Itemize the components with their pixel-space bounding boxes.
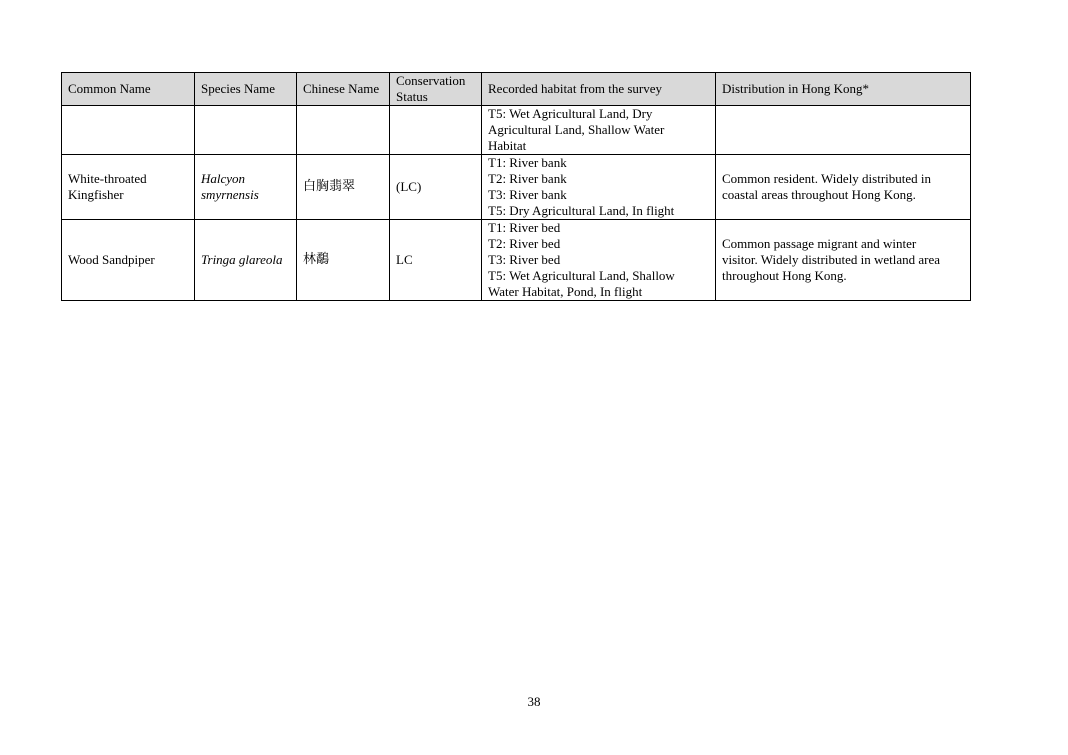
species-name-line: Tringa glareola	[201, 252, 283, 267]
habitat-line: T1: River bank	[488, 155, 567, 170]
cell-recorded-habitat	[482, 106, 716, 155]
species-name-line: smyrnensis	[201, 187, 259, 202]
header-chinese-name: Chinese Name	[297, 73, 390, 106]
cell-chinese-name: 林鷸	[297, 220, 390, 301]
cell-species-name	[195, 106, 297, 155]
cell-common-name	[62, 220, 195, 301]
common-name-line: White-throated	[68, 171, 147, 186]
common-name-line: Wood Sandpiper	[68, 252, 155, 267]
header-conservation-status: Conservation Status	[390, 73, 482, 106]
distribution-line: Common resident. Widely distributed in	[722, 171, 932, 186]
page-number: 38	[527, 694, 541, 709]
habitat-line: T2: River bed	[488, 236, 561, 251]
common-name-line: Kingfisher	[68, 187, 124, 202]
table-row	[62, 220, 971, 301]
cell-common-name	[62, 106, 195, 155]
distribution-line: Common passage migrant and winter	[722, 236, 917, 251]
habitat-line: T1: River bed	[488, 220, 561, 235]
cell-conservation-status	[390, 106, 482, 155]
cell-conservation-status: (LC)	[390, 155, 482, 220]
habitat-line: Agricultural Land, Shallow Water	[488, 122, 665, 137]
cell-species-name	[195, 155, 297, 220]
habitat-line: Water Habitat, Pond, In flight	[488, 284, 643, 299]
distribution-line: throughout Hong Kong.	[722, 268, 847, 283]
cell-conservation-status: LC	[390, 220, 482, 301]
habitat-line: T5: Dry Agricultural Land, In flight	[488, 203, 675, 218]
cell-species-name	[195, 220, 297, 301]
cell-chinese-name: 白胸翡翠	[297, 155, 390, 220]
header-recorded-habitat: Recorded habitat from the survey	[482, 73, 716, 106]
cell-common-name	[62, 155, 195, 220]
header-common-name: Common Name	[62, 73, 195, 106]
distribution-line: visitor. Widely distributed in wetland area	[722, 252, 941, 267]
cell-distribution	[716, 106, 971, 155]
cell-recorded-habitat	[482, 155, 716, 220]
header-distribution: Distribution in Hong Kong*	[716, 73, 971, 106]
distribution-line: coastal areas throughout Hong Kong.	[722, 187, 916, 202]
cell-distribution	[716, 220, 971, 301]
habitat-line: T3: River bed	[488, 252, 561, 267]
cell-recorded-habitat	[482, 220, 716, 301]
table-row	[62, 106, 971, 155]
habitat-line: T3: River bank	[488, 187, 567, 202]
table-header-row	[62, 73, 971, 106]
cell-distribution	[716, 155, 971, 220]
species-survey-table	[61, 72, 971, 301]
habitat-line: T2: River bank	[488, 171, 567, 186]
species-name-line: Halcyon	[201, 171, 246, 186]
habitat-line: T5: Wet Agricultural Land, Dry	[488, 106, 653, 121]
cell-chinese-name	[297, 106, 390, 155]
habitat-line: T5: Wet Agricultural Land, Shallow	[488, 268, 675, 283]
table-row	[62, 155, 971, 220]
habitat-line: Habitat	[488, 138, 527, 153]
header-species-name: Species Name	[195, 73, 297, 106]
